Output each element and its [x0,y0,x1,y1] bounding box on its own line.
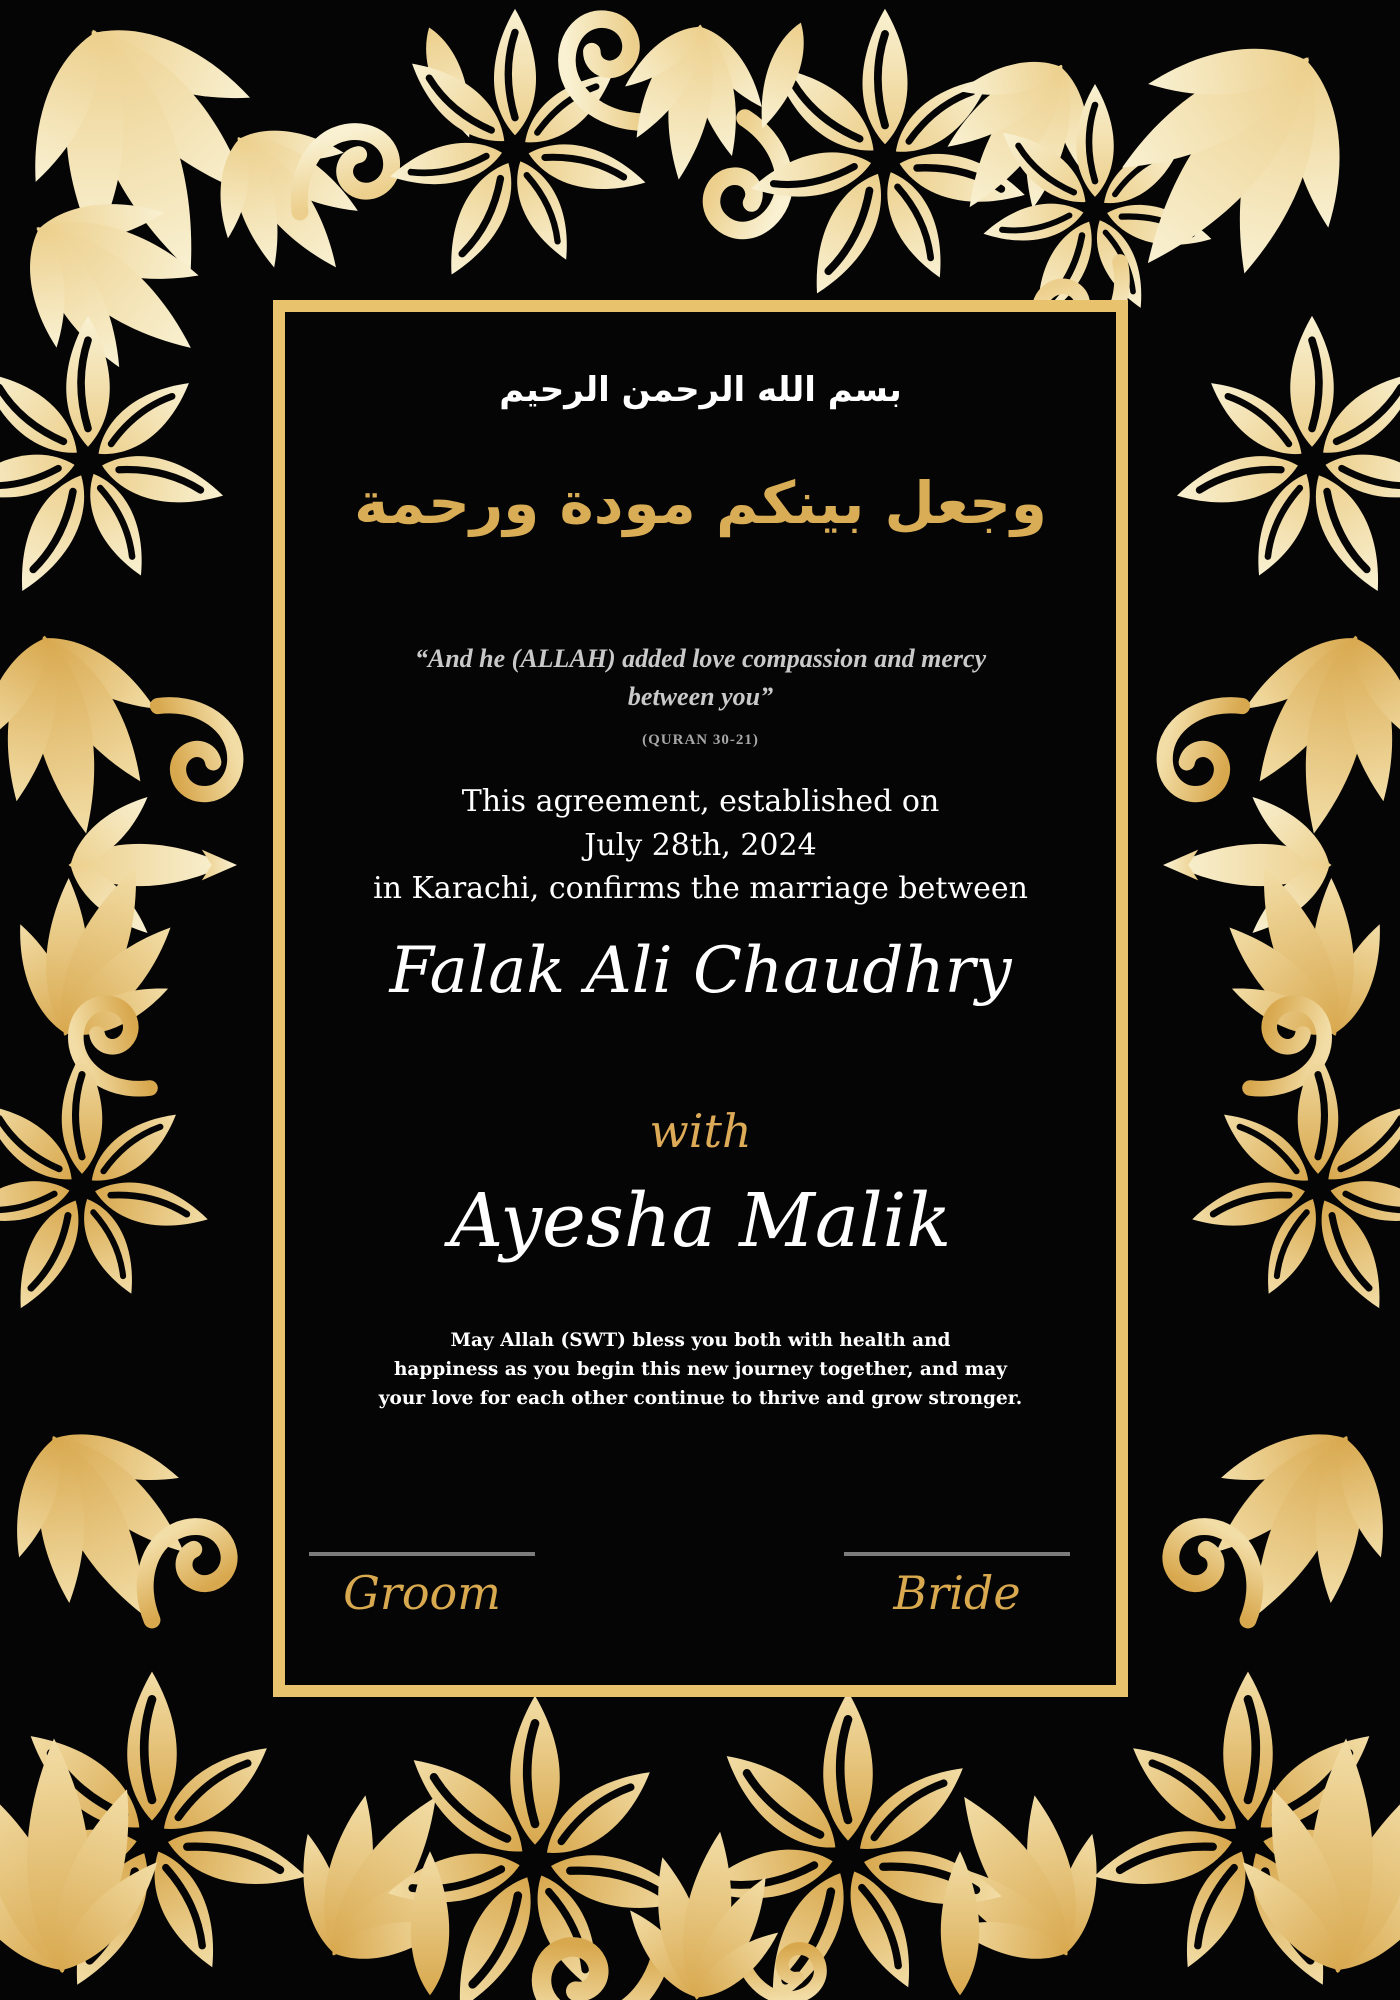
groom-signature-line [309,1552,535,1556]
quote-translation [285,640,1116,715]
groom-label: Groom [343,1566,501,1620]
floral-ornament-bottom [383,1692,1007,2000]
certificate-panel [273,300,1128,1697]
quote-line-1: “And he (ALLAH) added love compassion and mercy [414,644,987,673]
agreement-line-3: in Karachi, confirms the marriage between [373,871,1028,906]
blessing-line-1: May Allah (SWT) bless you both with health and [450,1330,951,1351]
bride-signature-block [844,1552,1070,1620]
connector-text: with [649,1104,752,1158]
agreement-statement [285,780,1116,911]
blessing-line-2: happiness as you begin this new journey together, and may [393,1359,1008,1381]
groom-signature-block [309,1552,535,1620]
agreement-date: July 28th, 2024 [584,827,817,863]
bismillah-calligraphy: بسم الله الرحمن الرحيم [499,370,902,410]
quran-reference: (QURAN 30-21) [642,732,759,748]
bride-signature-line [844,1552,1070,1556]
bride-label: Bride [893,1566,1021,1620]
quote-line-2: between you” [627,681,774,711]
agreement-line-1: This agreement, established on [461,784,940,819]
blessing-line-3: your love for each other continue to thrive and grow stronger. [378,1388,1023,1410]
signature-section [285,1552,1116,1672]
groom-name: Falak Ali Chaudhry [389,934,1012,1008]
blessing-text [285,1326,1116,1414]
bride-name: Ayesha Malik [449,1178,952,1264]
quran-verse-calligraphy: وجعل بينكم مودة ورحمة [354,469,1047,537]
